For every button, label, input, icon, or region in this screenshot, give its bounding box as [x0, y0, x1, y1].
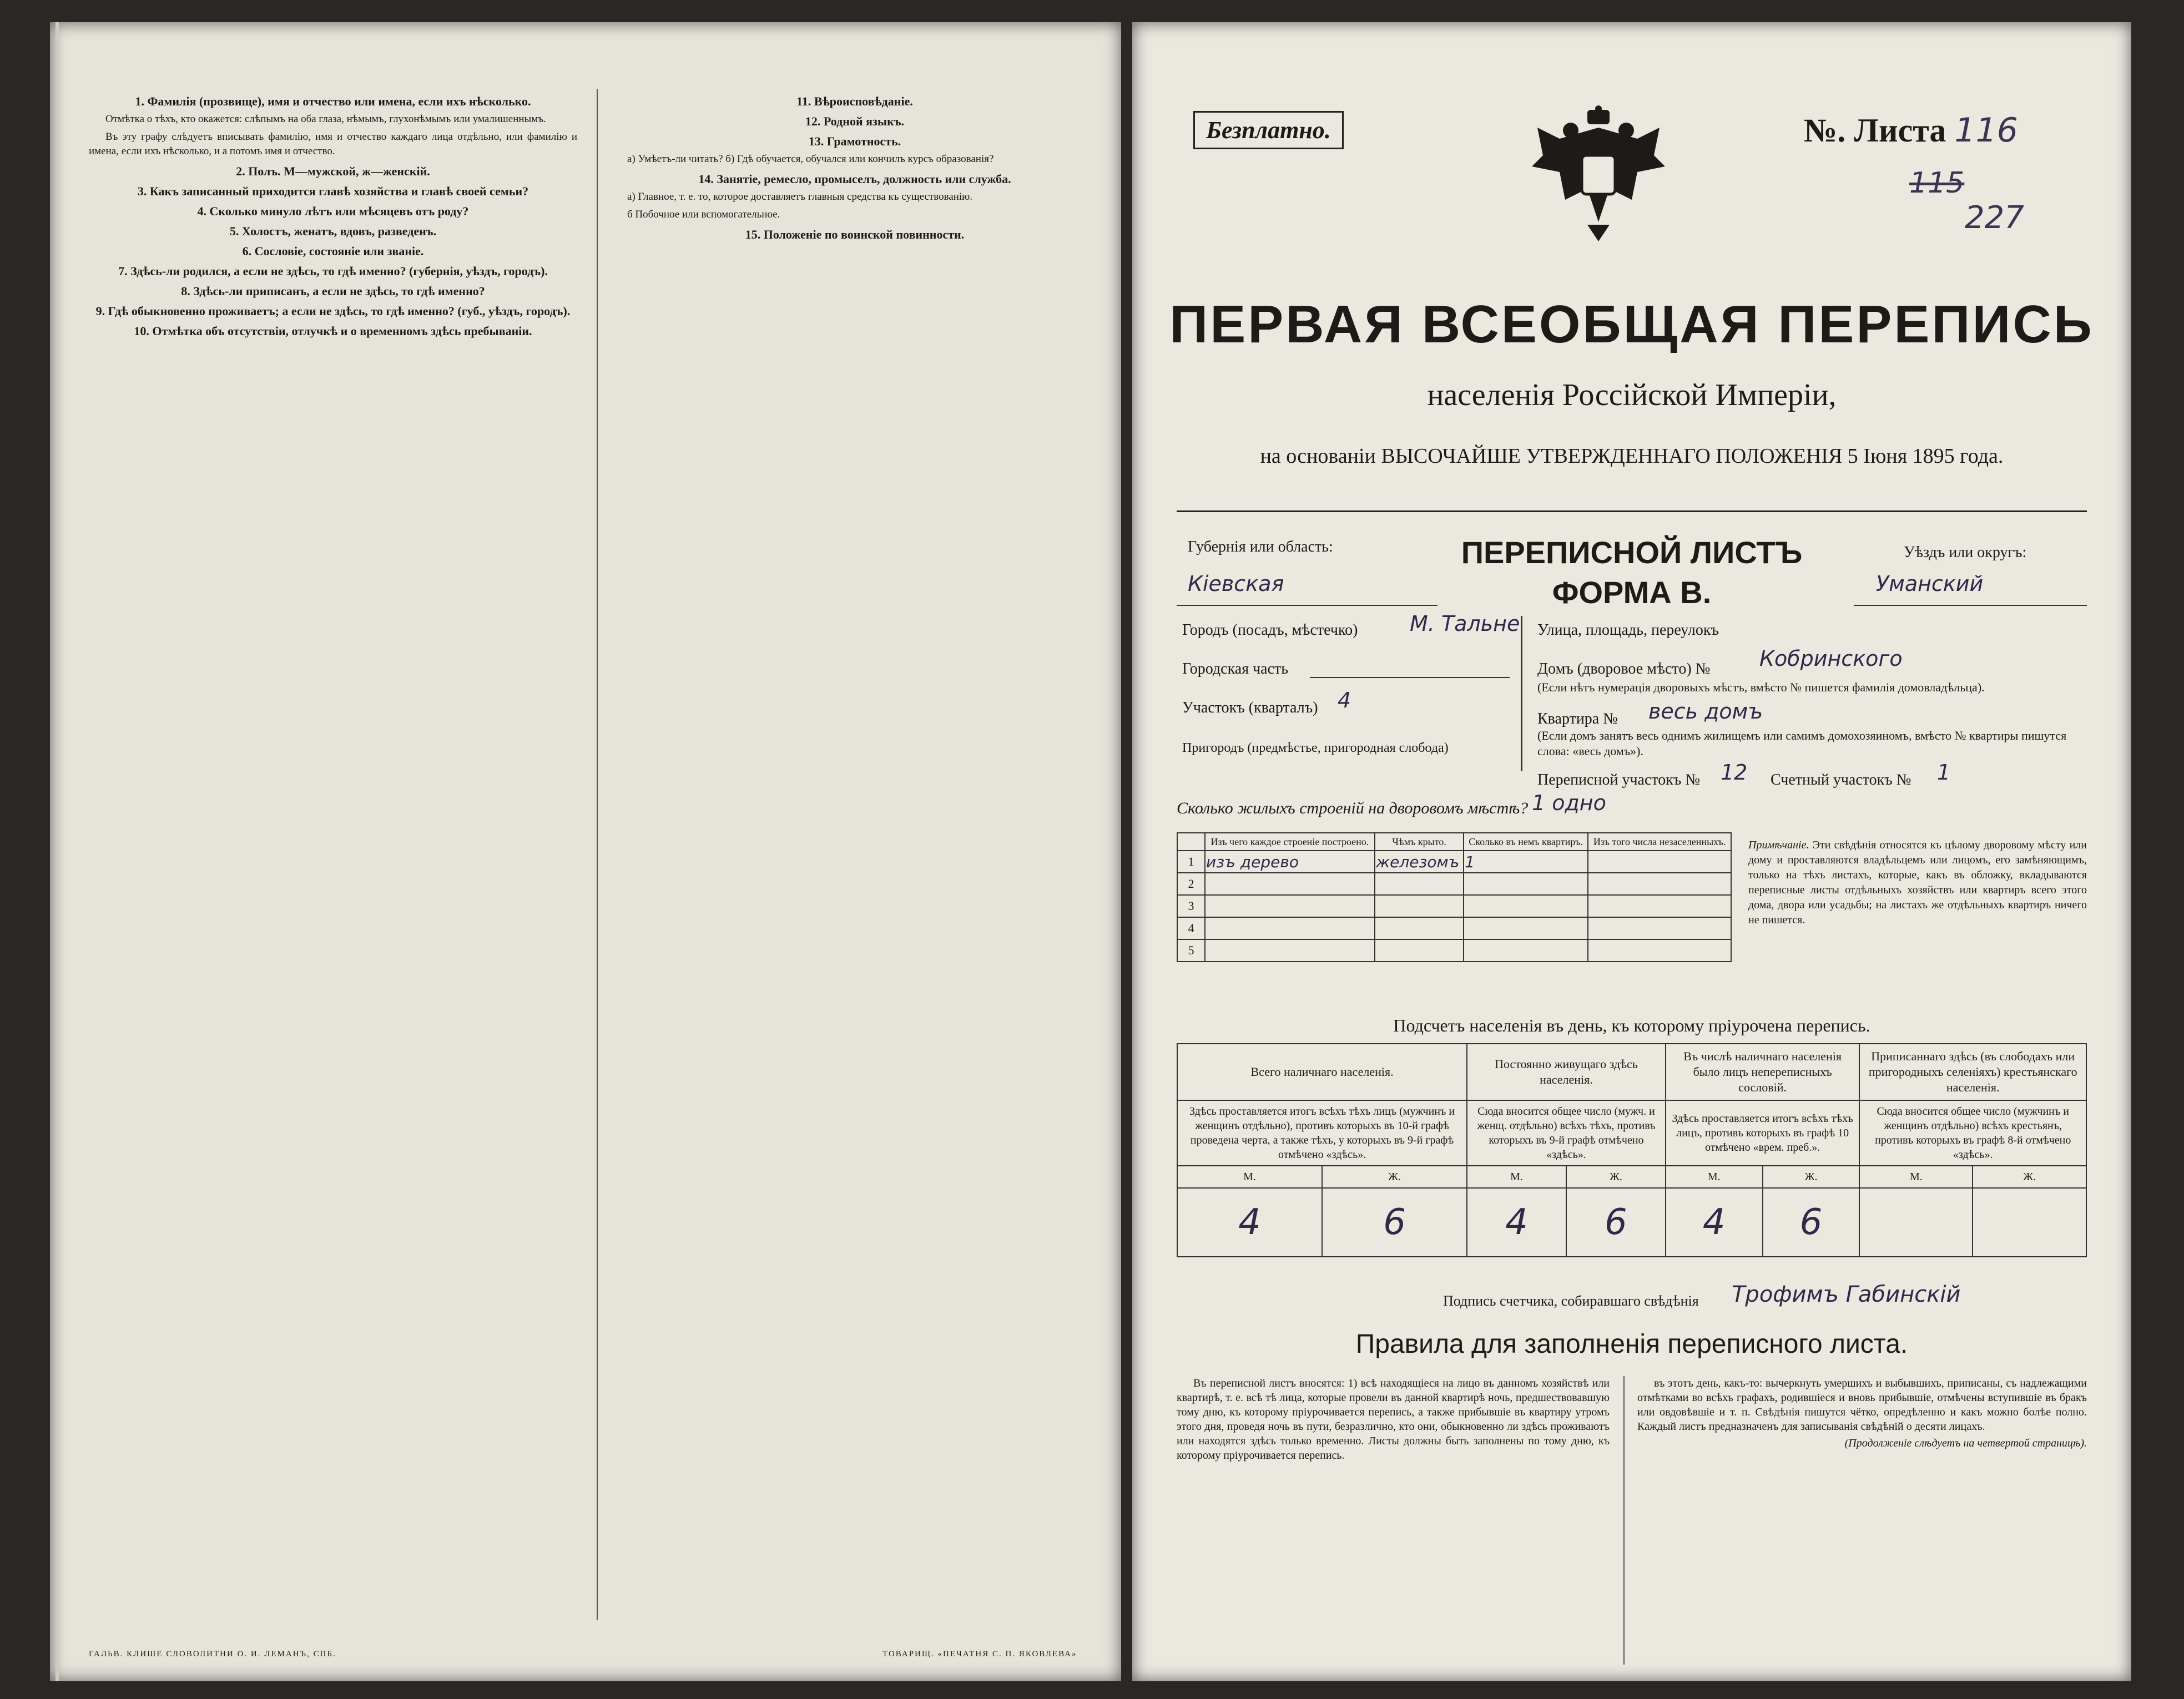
- population-value: 4: [1666, 1188, 1763, 1257]
- handwritten-number-a: 115: [1909, 166, 1965, 200]
- table-row: [1177, 917, 1731, 939]
- building-cell: 5: [1177, 939, 1205, 962]
- building-cell: [1464, 873, 1588, 895]
- building-cell: [1588, 917, 1731, 939]
- buildings-table: [1177, 832, 1732, 962]
- population-value: 6: [1763, 1188, 1860, 1257]
- instruction-heading: 10. Отмѣтка объ отсутствіи, отлучкѣ и о временномъ здѣсь пребываніи.: [134, 324, 532, 338]
- instruction-text: Отмѣтка о тѣхъ, кто окажется: слѣпымъ на оба глаза, нѣмымъ, глухонѣмымъ или умалишеннымъ.: [105, 113, 546, 125]
- apartment-value: весь домъ: [1648, 699, 1763, 724]
- instruction-heading: 9. Гдѣ обыкновенно проживаетъ; а если не здѣсь, то гдѣ именно? (губ., уѣздъ, городъ).: [95, 304, 571, 318]
- form-frame-rule: [1177, 510, 2087, 512]
- gubernia-label: Губернія или область:: [1188, 538, 1333, 555]
- house-note: (Если нѣтъ нумерація дворовыхъ мѣстъ, вмѣсто № пишется фамилія домовладѣльца).: [1537, 680, 1985, 694]
- form-type-line-2: ФОРМА В.: [1552, 575, 1712, 610]
- signature-value: Трофимъ Габинскiй: [1732, 1282, 1961, 1307]
- instruction-text: б Побочное или вспомогательное.: [627, 209, 780, 220]
- building-cell: 1: [1177, 851, 1205, 873]
- instruction-heading: 1. Фамилія (прозвище), имя и отчество или имена, если ихъ нѣсколько.: [135, 94, 531, 108]
- population-value: 4: [1177, 1188, 1322, 1257]
- sheet-number-label: №. Листа: [1804, 112, 1946, 149]
- building-cell: 1: [1464, 851, 1588, 873]
- population-note: Сюда вносится общее число (мужчинъ и женщинъ отдѣльно) всѣхъ крестьянъ, противъ которыхъ въ графѣ 8-й отмѣчено «здѣсь».: [1859, 1100, 2086, 1166]
- building-cell: [1205, 895, 1375, 917]
- instruction-heading: 2. Полъ. М—мужской, ж—женскій.: [236, 164, 430, 178]
- population-value: 6: [1322, 1188, 1467, 1257]
- sex-column-label: Ж.: [1763, 1166, 1860, 1188]
- table-row: [1177, 895, 1731, 917]
- instruction-heading: 15. Положеніе по воинской повинности.: [745, 227, 965, 241]
- uchastok-value: 4: [1338, 688, 1351, 712]
- population-header: Постоянно живущаго здѣсь населенія.: [1467, 1044, 1666, 1100]
- instruction-text: Въ эту графу слѣдуетъ вписывать фамилію, имя и отчество каждаго лица отдѣльно, или фамилію и имена, если ихъ нѣсколько, и а потомъ имя и отчество.: [89, 131, 577, 157]
- building-cell: изъ дерево: [1205, 851, 1375, 873]
- handwritten-number-b: 227: [1965, 200, 2024, 236]
- building-cell: [1375, 917, 1464, 939]
- city-label: Городъ (посадъ, мѣстечко): [1182, 621, 1358, 639]
- bt-header: Изъ того числа незаселенныхъ.: [1588, 833, 1731, 851]
- instruction-heading: 7. Здѣсь-ли родился, а если не здѣсь, то гдѣ именно? (губернія, уѣздъ, городъ).: [118, 264, 548, 278]
- census-form-page: [1132, 22, 2131, 1681]
- building-cell: [1464, 939, 1588, 962]
- table-row: [1177, 851, 1731, 873]
- population-value: 6: [1566, 1188, 1666, 1257]
- building-cell: [1375, 895, 1464, 917]
- bt-header: Чѣмъ крыто.: [1375, 833, 1464, 851]
- underline: [1177, 605, 1437, 606]
- uchastok-label: Участокъ (кварталъ): [1182, 699, 1318, 716]
- instruction-heading: 3. Какъ записанный приходится главѣ хозяйства и главѣ своей семьи?: [137, 184, 529, 198]
- field-divider: [1521, 616, 1522, 771]
- street-label: Улица, площадь, переулокъ: [1537, 621, 1719, 639]
- instruction-heading: 12. Родной языкъ.: [805, 114, 905, 128]
- sex-column-label: М.: [1666, 1166, 1763, 1188]
- gubernia-value: Кіевская: [1188, 572, 1284, 596]
- population-count-title: Подсчетъ населенія въ день, къ которому пріурочена перепись.: [1393, 1015, 1870, 1035]
- population-header: Въ числѣ наличнаго населенія было лицъ непереписныхъ сословій.: [1666, 1044, 1860, 1100]
- instructions-column-1: [89, 89, 577, 342]
- note-title: Примѣчаніе.: [1748, 839, 1809, 851]
- instruction-heading: 4. Сколько минуло лѣтъ или мѣсяцевъ отъ роду?: [197, 204, 469, 218]
- printer-imprint-right: ТОВАРИЩ. «ПЕЧАТНЯ С. П. ЯКОВЛЕВА»: [882, 1650, 1077, 1658]
- instruction-heading: 5. Холостъ, женатъ, вдовъ, разведенъ.: [229, 224, 437, 238]
- double-headed-eagle-emblem: [1526, 105, 1671, 244]
- sex-column-label: М.: [1467, 1166, 1566, 1188]
- printer-imprint-left: ГАЛЬВ. КЛИШЕ СЛОВОЛИТНИ О. И. ЛЕМАНЪ, СПБ.: [89, 1650, 336, 1658]
- suburb-label: Пригородъ (предмѣстье, пригородная слобода): [1182, 741, 1449, 755]
- instruction-text: а) Умѣетъ-ли читать? б) Гдѣ обучается, обучался или кончилъ курсъ образованія?: [627, 153, 994, 165]
- note-box: [1748, 838, 2087, 928]
- building-cell: [1205, 873, 1375, 895]
- counting-district-label: Счетный участокъ №: [1771, 771, 1911, 788]
- house-label: Домъ (дворовое мѣсто) №: [1537, 660, 1711, 677]
- rules-column-left: [1177, 1376, 1610, 1465]
- table-row: [1177, 873, 1731, 895]
- instruction-heading: 14. Занятіе, ремесло, промыселъ, должность или служба.: [698, 172, 1011, 186]
- sex-column-label: Ж.: [1322, 1166, 1467, 1188]
- rules-column-right: [1637, 1376, 2087, 1453]
- buildings-question: Сколько жилыхъ строеній на дворовомъ мѣстѣ?: [1177, 799, 1529, 817]
- bt-header-num: [1177, 833, 1205, 851]
- counting-district-value: 1: [1937, 760, 1951, 785]
- city-value: М. Тальне: [1410, 611, 1520, 636]
- building-cell: железомъ: [1375, 851, 1464, 873]
- building-cell: [1375, 873, 1464, 895]
- bt-header: Сколько въ немъ квартиръ.: [1464, 833, 1588, 851]
- bt-header: Изъ чего каждое строеніе построено.: [1205, 833, 1375, 851]
- building-cell: 4: [1177, 917, 1205, 939]
- building-cell: [1375, 939, 1464, 962]
- sex-column-label: Ж.: [1973, 1166, 2086, 1188]
- legal-basis: на основаніи ВЫСОЧАЙШЕ УТВЕРЖДЕННАГО ПОЛОЖЕНІЯ 5 Іюня 1895 года.: [1260, 444, 2004, 468]
- rules-divider: [1623, 1376, 1625, 1665]
- instruction-heading: 8. Здѣсь-ли приписанъ, а если не здѣсь, то гдѣ именно?: [181, 284, 485, 298]
- population-note: Здѣсь проставляется итогъ всѣхъ тѣхъ лицъ (мужчинъ и женщинъ отдѣльно), противъ которыхъ въ 10-й графѣ проведена черта, а также тѣхъ, у которыхъ въ 9-й графѣ отмѣчено «здѣсь».: [1177, 1100, 1467, 1166]
- population-value: [1859, 1188, 1973, 1257]
- sex-column-label: Ж.: [1566, 1166, 1666, 1188]
- note-text: Эти свѣдѣнія относятся къ цѣлому дворовому мѣсту или дому и проставляются владѣльцемъ или лицомъ, его замѣняющимъ, только на тѣхъ листахъ, которые, какъ въ обложку, вкладываются переписные листы отдѣльныхъ хозяйствъ или квартиръ всего этого дома, двора или усадьбы; на листахъ же отдѣльныхъ квартиръ ничего не пишется.: [1748, 839, 2087, 926]
- instruction-heading: 11. Вѣроисповѣданіе.: [796, 94, 913, 108]
- rules-right-text: въ этотъ день, какъ-то: вычеркнуть умершихъ и выбывшихъ, приписаны, съ надлежащими отмѣтками во всѣхъ графахъ, родившіеся и вновь прибывшіе, отмѣчены вступившіе въ бракъ или овдовѣвшіе и т. п. Свѣдѣнія пишутся чётко, опредѣленно и какъ можно болѣе полно. Каждый листъ предназначенъ для записыванія свѣдѣній о десяти лицахъ.: [1637, 1377, 2087, 1433]
- building-cell: [1588, 939, 1731, 962]
- rules-continued: (Продолженіе слѣдуетъ на четвертой страницѣ).: [1844, 1437, 2087, 1449]
- building-cell: 3: [1177, 895, 1205, 917]
- population-count-table: [1177, 1043, 2087, 1257]
- uezd-label: Уѣздъ или округъ:: [1904, 544, 2027, 561]
- rules-title: Правила для заполненія переписного листа.: [1355, 1329, 1908, 1359]
- building-cell: [1464, 895, 1588, 917]
- free-label: Безплатно.: [1193, 111, 1344, 149]
- building-cell: [1588, 851, 1731, 873]
- form-type-line-1: ПЕРЕПИСНОЙ ЛИСТЪ: [1461, 535, 1803, 570]
- underline: [1310, 677, 1510, 678]
- page-stack-edge: [56, 22, 59, 1681]
- signature-label: Подпись счетчика, собиравшаго свѣдѣнія: [1443, 1293, 1699, 1309]
- apartment-label: Квартира №: [1537, 710, 1618, 727]
- rules-left-text: Въ переписной листъ вносятся: 1) всѣ находящіеся на лицо въ данномъ хозяйствѣ или квартирѣ, т. е. всѣ тѣ лица, которые провели въ данной квартирѣ ночь, предшествовавшую тому дню, къ которому пріурочивается перепись, а также прибывшіе въ квартиру утромъ этого дня, проведя ночь въ пути, безразлично, кто они, обыкновенно ли здѣсь проживаютъ или находятся здѣсь только временно. Листы должны быть заполнены по тому дню, къ которому пріурочивается перепись.: [1177, 1377, 1610, 1462]
- sheet-number: [1804, 111, 2018, 150]
- population-note: Здѣсь проставляется итогъ всѣхъ тѣхъ лицъ, противъ которыхъ въ графѣ 10 отмѣчено «врем. преб.».: [1666, 1100, 1860, 1166]
- sex-column-label: М.: [1177, 1166, 1322, 1188]
- population-value: [1973, 1188, 2086, 1257]
- building-cell: [1588, 873, 1731, 895]
- city-part-label: Городская часть: [1182, 660, 1289, 677]
- house-value: Кобринского: [1759, 646, 1903, 671]
- instruction-heading: 13. Грамотность.: [808, 134, 901, 148]
- sheet-number-value: 116: [1954, 111, 2018, 150]
- building-cell: [1205, 939, 1375, 962]
- column-divider: [597, 89, 598, 1620]
- census-district-value: 12: [1721, 760, 1748, 785]
- instructions-column-2: [611, 89, 1099, 245]
- building-cell: [1588, 895, 1731, 917]
- uezd-value: Уманский: [1876, 572, 1984, 596]
- instruction-heading: 6. Сословіе, состояніе или званіе.: [242, 244, 424, 258]
- underline: [1854, 605, 2087, 606]
- buildings-value: 1 одно: [1532, 791, 1606, 815]
- building-cell: [1464, 917, 1588, 939]
- form-main-title: ПЕРВАЯ ВСЕОБЩАЯ ПЕРЕПИСЬ: [1169, 295, 2094, 354]
- building-cell: 2: [1177, 873, 1205, 895]
- population-note: Сюда вносится общее число (мужч. и женщ. отдѣльно) всѣхъ тѣхъ, противъ которыхъ въ 9-й графѣ отмѣчено «здѣсь».: [1467, 1100, 1666, 1166]
- apartment-note: (Если домъ занятъ весь однимъ жилищемъ или самимъ домохозяиномъ, вмѣсто № квартиры пишутся слова: «весь домъ»).: [1537, 729, 2067, 758]
- table-row: [1177, 939, 1731, 962]
- population-value: 4: [1467, 1188, 1566, 1257]
- sex-column-label: М.: [1859, 1166, 1973, 1188]
- population-header: Всего наличнаго населенія.: [1177, 1044, 1467, 1100]
- population-header: Приписаннаго здѣсь (въ слободахъ или пригородныхъ селеніяхъ) крестьянскаго населенія.: [1859, 1044, 2086, 1100]
- left-page: [50, 22, 1121, 1681]
- census-district-label: Переписной участокъ №: [1537, 771, 1701, 788]
- instruction-text: а) Главное, т. е. то, которое доставляетъ главныя средства къ существованію.: [627, 191, 973, 203]
- form-subtitle: населенія Россійской Имперіи,: [1427, 378, 1837, 412]
- building-cell: [1205, 917, 1375, 939]
